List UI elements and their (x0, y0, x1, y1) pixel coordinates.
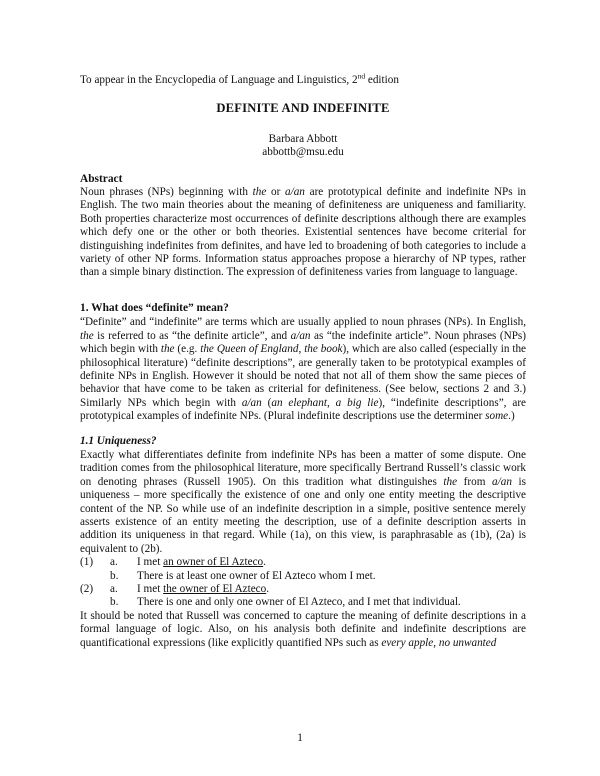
example-1a (80, 556, 526, 569)
example-number: (2) (80, 583, 94, 595)
subsection-paragraph-2: It should be noted that Russell was concerned to capture the meaning of definite descriptions in a formal language of logic. Also, on his analysis both definite and indefinite descriptions are quantificational expressions (like explicitly quantified NPs such as every apple, no unwanted (80, 609, 526, 649)
abstract-heading: Abstract (80, 172, 123, 185)
example-2a (80, 583, 526, 596)
note-text-end: edition (365, 74, 399, 86)
note-superscript: nd (357, 71, 366, 81)
abstract-paragraph: Noun phrases (NPs) beginning with the or a/an are prototypical definite and indefinite NPs in English. The two main theories about the meaning of definiteness are uniqueness and familiarity. Both properties characterize most occurrences of definite descriptions although there are examples which defy one or the other or both theories. Existential sentences have become criterial for distinguishing indefinites from definites, and have led to broadening of both categories to include a variety of other NP forms. Information status approaches propose a hierarchy of NP types, rather than a simple binary distinction. The expression of definiteness varies from language to language. (80, 186, 527, 279)
author-email: abbottb@msu.edu (262, 146, 344, 159)
example-letter: a. (110, 583, 118, 595)
page-number: 1 (297, 732, 303, 744)
section-paragraph: “Definite” and “indefinite” are terms which are usually applied to noun phrases (NPs). In English, the is referred to as “the definite article”, and a/an as “the indefinite article”. Noun phrases (NPs) which begin with the (e.g. the Queen of England, the book), which are also called (especially in the philosophical literature) “definite descriptions”, are generally taken to be prototypical examples of definite NPs in English. However it should be noted that not all of them show the same pieces of behavior that have come to be taken as criterial for definiteness. (See below, sections 2 and 3.) Similarly NPs which begin with a/an (an elephant, a big lie), “indefinite descriptions”, are prototypical examples of indefinite NPs. (Plural indefinite descriptions use the determiner some.) (80, 316, 527, 423)
subsection-paragraph: Exactly what differentiates definite from indefinite NPs has been a matter of some dispute. One tradition comes from the philosophical literature, more specifically Bertrand Russell’s classic work on denoting phrases (Russell 1905). On this tradition what distinguishes the from a/an is uniqueness – more specifically the existence of one and only one entity meeting the descriptive content of the NP. So while use of an indefinite description in a simple, positive sentence merely asserts existence of an entity meeting the description, use of a definite description asserts in addition its uniqueness in that regard. While (1a), on this view, is paraphrasable as (1b), (2a) is equivalent to (2b). (80, 448, 526, 555)
example-text: I met an owner of El Azteco. (137, 556, 266, 569)
paper-title: DEFINITE AND INDEFINITE (216, 101, 390, 116)
note-text: To appear in the Encyclopedia of Language and Linguistics, 2 (80, 74, 358, 86)
example-text: There is one and only one owner of El Azteco, and I met that individual. (137, 596, 461, 609)
paper-page (80, 71, 527, 650)
example-number: (1) (80, 556, 94, 569)
example-1b (80, 570, 526, 583)
example-letter: a. (110, 556, 118, 569)
example-2b (80, 596, 526, 609)
example-text: There is at least one owner of El Azteco whom I met. (137, 569, 376, 582)
example-letter: b. (110, 569, 119, 582)
publication-note (80, 71, 526, 87)
example-letter: b. (110, 596, 119, 609)
example-text: I met the owner of El Azteco. (137, 583, 270, 595)
section-heading: 1. What does “definite” mean? (80, 301, 229, 314)
subsection-heading: 1.1 Uniqueness? (80, 434, 157, 447)
author-name: Barbara Abbott (268, 132, 338, 145)
